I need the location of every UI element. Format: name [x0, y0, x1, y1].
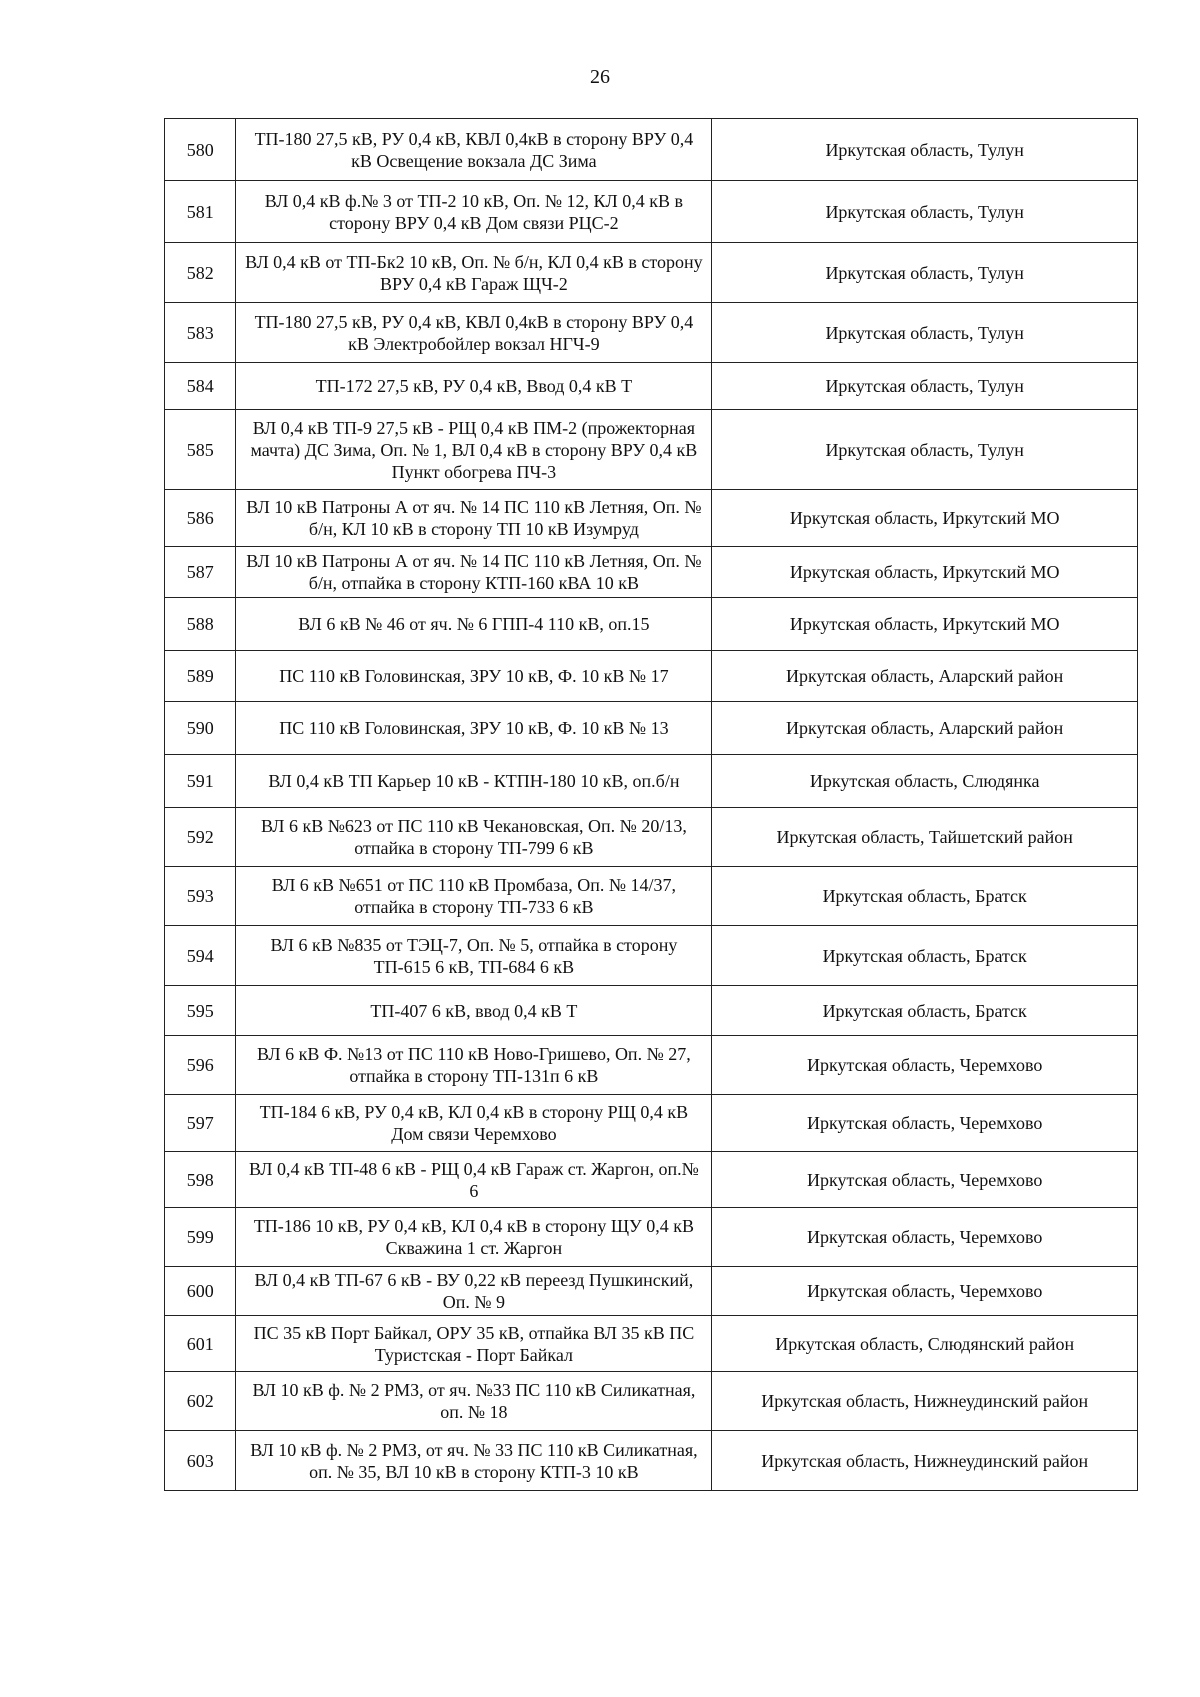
object-name: ТП-184 6 кВ, РУ 0,4 кВ, КЛ 0,4 кВ в сторону РЩ 0,4 кВ Дом связи Черемхово	[236, 1095, 712, 1152]
table-row	[165, 651, 1138, 702]
location: Иркутская область, Тулун	[712, 181, 1138, 243]
object-name: ВЛ 10 кВ ф. № 2 РМЗ, от яч. №33 ПС 110 кВ Силикатная, оп. № 18	[236, 1372, 712, 1431]
location: Иркутская область, Тулун	[712, 303, 1138, 363]
object-name: ВЛ 0,4 кВ ф.№ 3 от ТП-2 10 кВ, Оп. № 12, КЛ 0,4 кВ в сторону ВРУ 0,4 кВ Дом связи РЦС-2	[236, 181, 712, 243]
row-number: 597	[165, 1095, 236, 1152]
location: Иркутская область, Нижнеудинский район	[712, 1431, 1138, 1491]
table-row	[165, 1267, 1138, 1316]
table-row	[165, 1431, 1138, 1491]
row-number: 591	[165, 755, 236, 808]
table-row	[165, 702, 1138, 755]
object-name: ТП-180 27,5 кВ, РУ 0,4 кВ, КВЛ 0,4кВ в сторону ВРУ 0,4 кВ Освещение вокзала ДС Зима	[236, 119, 712, 181]
row-number: 590	[165, 702, 236, 755]
object-name: ВЛ 6 кВ №651 от ПС 110 кВ Промбаза, Оп. № 14/37, отпайка в сторону ТП-733 6 кВ	[236, 867, 712, 926]
table-row	[165, 926, 1138, 986]
table-row	[165, 243, 1138, 303]
table-row	[165, 181, 1138, 243]
row-number: 602	[165, 1372, 236, 1431]
row-number: 589	[165, 651, 236, 702]
location: Иркутская область, Тулун	[712, 363, 1138, 410]
table-row	[165, 1095, 1138, 1152]
location: Иркутская область, Черемхово	[712, 1208, 1138, 1267]
row-number: 601	[165, 1316, 236, 1372]
row-number: 585	[165, 410, 236, 490]
registry-table	[164, 118, 1138, 1491]
object-name: ВЛ 6 кВ Ф. №13 от ПС 110 кВ Ново-Гришево, Оп. № 27, отпайка в сторону ТП-131п 6 кВ	[236, 1036, 712, 1095]
page-number: 26	[590, 66, 610, 88]
object-name: ВЛ 6 кВ №623 от ПС 110 кВ Чекановская, Оп. № 20/13, отпайка в сторону ТП-799 6 кВ	[236, 808, 712, 867]
object-name: ВЛ 0,4 кВ ТП Карьер 10 кВ - КТПН-180 10 кВ, оп.б/н	[236, 755, 712, 808]
location: Иркутская область, Тулун	[712, 410, 1138, 490]
table-row	[165, 1372, 1138, 1431]
location: Иркутская область, Братск	[712, 986, 1138, 1036]
location: Иркутская область, Черемхово	[712, 1152, 1138, 1208]
location: Иркутская область, Иркутский МО	[712, 547, 1138, 598]
table-row	[165, 986, 1138, 1036]
table-row	[165, 547, 1138, 598]
object-name: ВЛ 10 кВ Патроны А от яч. № 14 ПС 110 кВ Летняя, Оп. № б/н, отпайка в сторону КТП-160 кВА 10 кВ	[236, 547, 712, 598]
table-row	[165, 363, 1138, 410]
row-number: 598	[165, 1152, 236, 1208]
object-name: ТП-186 10 кВ, РУ 0,4 кВ, КЛ 0,4 кВ в сторону ЩУ 0,4 кВ Скважина 1 ст. Жаргон	[236, 1208, 712, 1267]
row-number: 588	[165, 598, 236, 651]
row-number: 583	[165, 303, 236, 363]
object-name: ТП-407 6 кВ, ввод 0,4 кВ Т	[236, 986, 712, 1036]
object-name: ВЛ 6 кВ №835 от ТЭЦ-7, Оп. № 5, отпайка в сторону ТП-615 6 кВ, ТП-684 6 кВ	[236, 926, 712, 986]
location: Иркутская область, Тайшетский район	[712, 808, 1138, 867]
row-number: 587	[165, 547, 236, 598]
object-name: ТП-172 27,5 кВ, РУ 0,4 кВ, Ввод 0,4 кВ Т	[236, 363, 712, 410]
location: Иркутская область, Тулун	[712, 119, 1138, 181]
row-number: 592	[165, 808, 236, 867]
table-row	[165, 1152, 1138, 1208]
table-row	[165, 808, 1138, 867]
object-name: ПС 35 кВ Порт Байкал, ОРУ 35 кВ, отпайка ВЛ 35 кВ ПС Туристская - Порт Байкал	[236, 1316, 712, 1372]
location: Иркутская область, Аларский район	[712, 651, 1138, 702]
object-name: ТП-180 27,5 кВ, РУ 0,4 кВ, КВЛ 0,4кВ в сторону ВРУ 0,4 кВ Электробойлер вокзал НГЧ-9	[236, 303, 712, 363]
location: Иркутская область, Слюдянский район	[712, 1316, 1138, 1372]
location: Иркутская область, Братск	[712, 926, 1138, 986]
table-row	[165, 755, 1138, 808]
table-row	[165, 1036, 1138, 1095]
table-row	[165, 867, 1138, 926]
row-number: 596	[165, 1036, 236, 1095]
table-row	[165, 490, 1138, 547]
object-name: ВЛ 10 кВ Патроны А от яч. № 14 ПС 110 кВ Летняя, Оп. № б/н, КЛ 10 кВ в сторону ТП 10 кВ Изумруд	[236, 490, 712, 547]
row-number: 594	[165, 926, 236, 986]
row-number: 582	[165, 243, 236, 303]
row-number: 581	[165, 181, 236, 243]
row-number: 599	[165, 1208, 236, 1267]
table-body	[165, 119, 1138, 1491]
table-row	[165, 410, 1138, 490]
object-name: ПС 110 кВ Головинская, ЗРУ 10 кВ, Ф. 10 кВ № 17	[236, 651, 712, 702]
table-row	[165, 598, 1138, 651]
location: Иркутская область, Тулун	[712, 243, 1138, 303]
object-name: ВЛ 0,4 кВ от ТП-Бк2 10 кВ, Оп. № б/н, КЛ 0,4 кВ в сторону ВРУ 0,4 кВ Гараж ЩЧ-2	[236, 243, 712, 303]
location: Иркутская область, Братск	[712, 867, 1138, 926]
object-name: ВЛ 0,4 кВ ТП-67 6 кВ - ВУ 0,22 кВ переезд Пушкинский, Оп. № 9	[236, 1267, 712, 1316]
object-name: ВЛ 0,4 кВ ТП-9 27,5 кВ - РЩ 0,4 кВ ПМ-2 (прожекторная мачта) ДС Зима, Оп. № 1, ВЛ 0,4 кВ в сторону ВРУ 0,4 кВ Пункт обогрева ПЧ-3	[236, 410, 712, 490]
table-row	[165, 1208, 1138, 1267]
row-number: 593	[165, 867, 236, 926]
location: Иркутская область, Иркутский МО	[712, 598, 1138, 651]
row-number: 580	[165, 119, 236, 181]
row-number: 586	[165, 490, 236, 547]
row-number: 600	[165, 1267, 236, 1316]
object-name: ПС 110 кВ Головинская, ЗРУ 10 кВ, Ф. 10 кВ № 13	[236, 702, 712, 755]
location: Иркутская область, Нижнеудинский район	[712, 1372, 1138, 1431]
location: Иркутская область, Черемхово	[712, 1036, 1138, 1095]
table-row	[165, 119, 1138, 181]
table-row	[165, 303, 1138, 363]
location: Иркутская область, Иркутский МО	[712, 490, 1138, 547]
row-number: 584	[165, 363, 236, 410]
table-row	[165, 1316, 1138, 1372]
object-name: ВЛ 0,4 кВ ТП-48 6 кВ - РЩ 0,4 кВ Гараж ст. Жаргон, оп.№ 6	[236, 1152, 712, 1208]
row-number: 595	[165, 986, 236, 1036]
object-name: ВЛ 6 кВ № 46 от яч. № 6 ГПП-4 110 кВ, оп.15	[236, 598, 712, 651]
location: Иркутская область, Аларский район	[712, 702, 1138, 755]
location: Иркутская область, Слюдянка	[712, 755, 1138, 808]
row-number: 603	[165, 1431, 236, 1491]
location: Иркутская область, Черемхово	[712, 1267, 1138, 1316]
object-name: ВЛ 10 кВ ф. № 2 РМЗ, от яч. № 33 ПС 110 кВ Силикатная, оп. № 35, ВЛ 10 кВ в сторону КТП-3 10 кВ	[236, 1431, 712, 1491]
location: Иркутская область, Черемхово	[712, 1095, 1138, 1152]
